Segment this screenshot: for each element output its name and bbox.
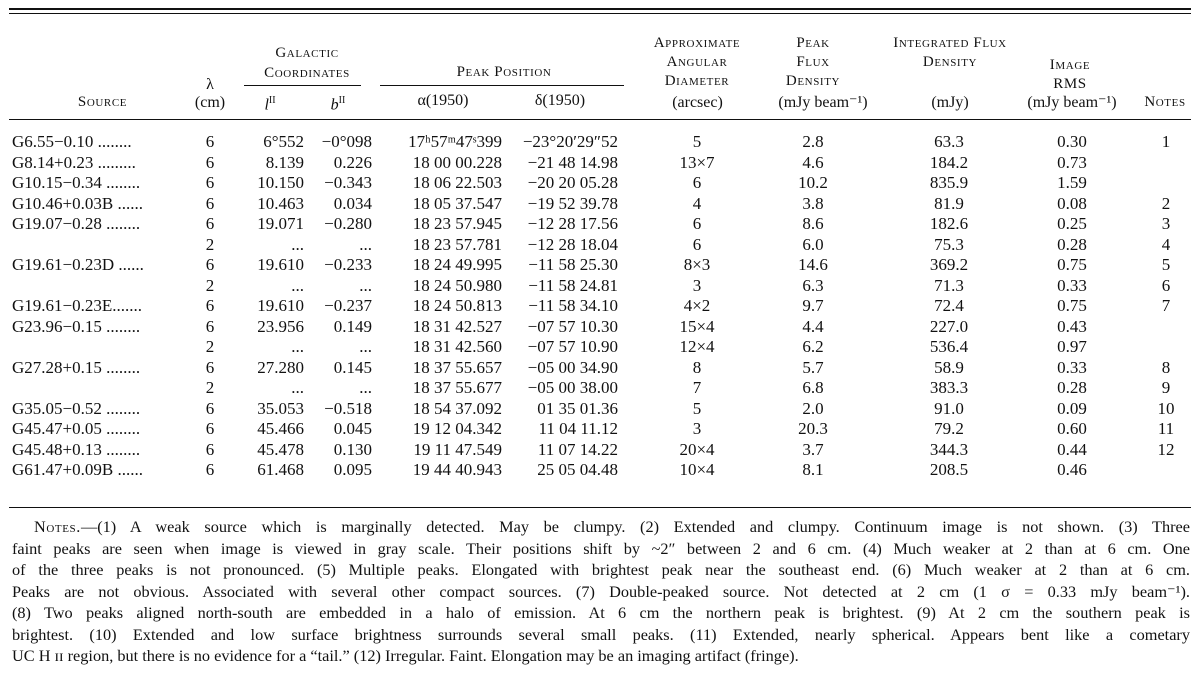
- cell-integrated-flux: 835.9: [929, 173, 969, 192]
- cell-source: G8.14+0.23 .........: [12, 152, 136, 172]
- header-b-text: b: [330, 96, 339, 114]
- cell-alpha: 19 12 04.342: [412, 419, 502, 438]
- cell-diameter: 7: [692, 378, 702, 397]
- cell-source: G19.07−0.28 ........: [12, 214, 141, 233]
- cell-lambda: 6: [205, 214, 215, 233]
- notes-text: brightest. (10) Extended and low surface brightness surrounds several small peaks. (11) Extended, nearly spherical. Appears bent like a cometary: [12, 624, 1190, 644]
- notes-text: faint peaks are seen when image is viewed in gray scale. Their positions shift by ~2″ between 2 and 6 cm. (4) Much weaker at 2 than at 6 cm. One: [12, 538, 1190, 558]
- cell-lambda: 6: [205, 398, 215, 418]
- header-integrated-flux: Integrated Flux Density: [893, 35, 1007, 70]
- cell-l: ...: [291, 378, 304, 397]
- cell-delta: −07 57 10.30: [527, 316, 618, 336]
- cell-note: 6: [1161, 275, 1171, 295]
- cell-diameter: 10×4: [679, 460, 715, 479]
- cell-l: 8.139: [265, 152, 304, 172]
- cell-peak-flux: 6.3: [802, 275, 824, 295]
- cell-b: 0.045: [333, 419, 372, 438]
- cell-integrated-flux: 81.9: [934, 193, 964, 213]
- cell-integrated-flux: 63.3: [934, 132, 964, 151]
- cell-peak-flux: 10.2: [798, 173, 828, 192]
- cell-lambda: 2: [205, 275, 215, 295]
- cell-source: G61.47+0.09B ......: [12, 460, 143, 479]
- cell-note: 11: [1157, 419, 1175, 438]
- cell-source: G45.48+0.13 ........: [12, 439, 141, 459]
- notes-text: —(1) A weak source which is marginally detected. May be clumpy. (2) Extended and clumpy. Continuum image is not shown. (3) Three: [80, 517, 1190, 536]
- cell-rms: 0.75: [1057, 255, 1087, 274]
- notes-line: [12, 602, 1190, 624]
- cell-lambda: 6: [205, 173, 215, 192]
- cell-diameter: 6: [692, 214, 702, 233]
- cell-peak-flux: 8.6: [802, 214, 824, 233]
- table-top-rule: [9, 8, 1191, 10]
- cell-note: 9: [1161, 378, 1171, 397]
- cell-source: G10.15−0.34 ........: [12, 173, 141, 192]
- cell-integrated-flux: 208.5: [929, 460, 969, 479]
- cell-rms: 0.97: [1057, 337, 1087, 356]
- cell-note: 3: [1161, 214, 1171, 233]
- cell-diameter: 4×2: [683, 296, 711, 315]
- header-diameter-unit: (arcsec): [672, 94, 723, 111]
- cell-b: ...: [359, 378, 372, 397]
- header-notes: Notes: [1144, 94, 1186, 110]
- cell-b: −0.233: [324, 255, 372, 274]
- cell-integrated-flux: 75.3: [934, 234, 964, 254]
- notes-line: [12, 516, 1190, 538]
- cell-delta: −12 28 17.56: [527, 214, 618, 233]
- header-l: [248, 92, 292, 113]
- cell-l: ...: [291, 234, 304, 254]
- cell-b: −0.280: [324, 214, 372, 233]
- cell-l: 35.053: [257, 398, 304, 418]
- cell-diameter: 6: [692, 173, 702, 192]
- cell-alpha: 18 05 37.547: [412, 193, 502, 213]
- notes-line: [12, 645, 1190, 667]
- cell-lambda: 6: [205, 419, 215, 438]
- cell-delta: −19 52 39.78: [527, 193, 618, 213]
- cell-integrated-flux: 383.3: [929, 378, 969, 397]
- cell-note: 8: [1161, 357, 1171, 377]
- cell-peak-flux: 6.2: [802, 337, 824, 356]
- table-notes: [12, 516, 1190, 667]
- header-b: [316, 92, 360, 113]
- cell-alpha: 18 23 57.781: [412, 234, 502, 254]
- cell-alpha: 18 24 49.995: [412, 255, 502, 274]
- cell-l: ...: [291, 275, 304, 295]
- cell-b: 0.145: [333, 357, 372, 377]
- header-peak-flux-unit: (mJy beam⁻¹): [778, 94, 868, 111]
- cell-delta: −05 00 38.00: [527, 378, 618, 397]
- table-header-rule: [9, 119, 1191, 120]
- cell-peak-flux: 20.3: [798, 419, 828, 438]
- cell-diameter: 8×3: [683, 255, 711, 274]
- cell-diameter: 3: [692, 419, 702, 438]
- cell-delta: −05 00 34.90: [527, 357, 618, 377]
- notes-line: [12, 559, 1190, 581]
- cell-rms: 0.28: [1057, 378, 1087, 397]
- cell-note: 5: [1161, 255, 1171, 274]
- notes-line: [12, 624, 1190, 646]
- cell-integrated-flux: 58.9: [934, 357, 964, 377]
- cell-lambda: 2: [205, 234, 215, 254]
- header-b-sup: II: [338, 95, 346, 106]
- cell-lambda: 6: [205, 132, 215, 151]
- cell-note: 12: [1157, 439, 1175, 459]
- cell-rms: 0.33: [1057, 357, 1087, 377]
- header-integrated-flux-unit: (mJy): [931, 94, 969, 111]
- cell-rms: 0.09: [1057, 398, 1087, 418]
- cell-lambda: 6: [205, 193, 215, 213]
- cell-note: 1: [1161, 132, 1171, 151]
- header-image-rms: Image RMS: [1049, 57, 1091, 92]
- cell-integrated-flux: 184.2: [929, 152, 969, 172]
- cell-rms: 0.08: [1057, 193, 1087, 213]
- cell-l: 10.150: [257, 173, 304, 192]
- cell-alpha: 18 31 42.527: [412, 316, 502, 336]
- cell-l: 23.956: [257, 316, 304, 336]
- cell-alpha: 19 11 47.549: [413, 439, 502, 459]
- cell-diameter: 4: [692, 193, 702, 213]
- cell-delta: −11 58 24.81: [528, 275, 618, 295]
- cell-note: 4: [1161, 234, 1171, 254]
- cell-rms: 1.59: [1057, 173, 1087, 192]
- notes-line: [12, 538, 1190, 560]
- header-l-sup: II: [268, 95, 276, 106]
- cell-l: 10.463: [257, 193, 304, 213]
- cell-rms: 0.43: [1057, 316, 1087, 336]
- header-peak-position: Peak Position: [456, 64, 552, 80]
- cell-peak-flux: 3.7: [802, 439, 824, 459]
- cell-peak-flux: 8.1: [802, 460, 824, 479]
- cell-diameter: 5: [692, 132, 702, 151]
- cell-alpha: 18 37 55.677: [412, 378, 502, 397]
- cell-alpha: 18 23 57.945: [412, 214, 502, 233]
- header-delta: δ(1950): [534, 92, 586, 109]
- cell-peak-flux: 4.4: [802, 316, 824, 336]
- header-alpha: α(1950): [417, 92, 469, 109]
- cell-diameter: 3: [692, 275, 702, 295]
- cell-integrated-flux: 182.6: [929, 214, 969, 233]
- cell-b: ...: [359, 234, 372, 254]
- cell-diameter: 5: [692, 398, 702, 418]
- cell-integrated-flux: 227.0: [929, 316, 969, 336]
- cell-lambda: 6: [205, 255, 215, 274]
- header-galactic-coordinates: Galactic Coordinates: [264, 45, 350, 81]
- header-source: Source: [77, 94, 128, 110]
- notes-text: Peaks are not obvious. Associated with several other compact sources. (7) Double-peaked source. Not detected at 2 cm (1 σ = 0.33 mJy beam⁻¹).: [12, 581, 1190, 601]
- cell-peak-flux: 14.6: [798, 255, 828, 274]
- cell-alpha: 19 44 40.943: [412, 460, 502, 479]
- cell-delta: 25 05 04.48: [537, 460, 618, 479]
- cell-rms: 0.30: [1057, 132, 1087, 151]
- cell-integrated-flux: 71.3: [934, 275, 964, 295]
- header-peak-flux: Peak Flux Density: [785, 35, 841, 89]
- cell-delta: 11 04 11.12: [538, 419, 618, 438]
- table-bottom-rule: [9, 507, 1191, 508]
- cell-l: 19.610: [257, 255, 304, 274]
- cell-integrated-flux: 79.2: [934, 419, 964, 438]
- cell-delta: −11 58 25.30: [528, 255, 618, 274]
- cell-integrated-flux: 344.3: [929, 439, 969, 459]
- table-top-rule-thin: [9, 13, 1191, 14]
- header-image-rms-unit: (mJy beam⁻¹): [1027, 94, 1117, 111]
- cell-lambda: 6: [205, 316, 215, 336]
- cell-alpha: 18 31 42.560: [412, 337, 502, 356]
- cell-l: 45.478: [257, 439, 304, 459]
- cell-delta: −21 48 14.98: [527, 152, 618, 172]
- cell-diameter: 15×4: [679, 316, 715, 336]
- cell-b: −0.343: [324, 173, 372, 192]
- notes-text: (8) Two peaks aligned north-south are embedded in a halo of emission. At 6 cm the northern peak is brightest. (9) At 2 cm the southern peak is: [12, 603, 1190, 622]
- cell-note: 10: [1157, 398, 1175, 418]
- peak-position-subrule: [380, 85, 624, 86]
- cell-lambda: 6: [205, 296, 215, 315]
- cell-b: 0.130: [333, 439, 372, 459]
- cell-alpha: 18 24 50.813: [412, 296, 502, 315]
- cell-b: −0°098: [321, 132, 372, 151]
- cell-note: 2: [1161, 193, 1171, 213]
- cell-diameter: 8: [692, 357, 702, 377]
- cell-b: −0.518: [324, 398, 372, 418]
- cell-alpha: 18 06 22.503: [412, 173, 502, 192]
- cell-alpha: 18 37 55.657: [412, 357, 502, 377]
- cell-l: 45.466: [257, 419, 304, 438]
- cell-l: 19.610: [257, 296, 304, 315]
- cell-lambda: 6: [205, 357, 215, 377]
- cell-source: G45.47+0.05 ........: [12, 419, 141, 438]
- galactic-subrule: [244, 85, 361, 86]
- cell-alpha: 18 24 50.980: [412, 275, 502, 295]
- cell-diameter: 13×7: [679, 152, 715, 172]
- cell-l: 27.280: [257, 357, 304, 377]
- cell-diameter: 20×4: [679, 439, 715, 459]
- cell-rms: 0.73: [1057, 152, 1087, 172]
- header-l-text: l: [264, 96, 269, 114]
- cell-diameter: 6: [692, 234, 702, 254]
- cell-lambda: 2: [205, 378, 215, 397]
- notes-label: Notes.: [34, 517, 81, 536]
- cell-delta: −07 57 10.90: [527, 337, 618, 356]
- cell-delta: −23°20′29″52: [522, 132, 618, 151]
- cell-peak-flux: 2.8: [802, 132, 824, 151]
- cell-lambda: 2: [205, 337, 215, 356]
- cell-rms: 0.33: [1057, 275, 1087, 295]
- notes-text: of the three peaks is not pronounced. (5) Multiple peaks. Elongated with brightest peak near the southeast end. (6) Much weaker at 2 than at 6 cm.: [12, 560, 1190, 579]
- cell-delta: 11 07 14.22: [537, 439, 618, 459]
- cell-b: −0.237: [324, 296, 372, 315]
- cell-integrated-flux: 72.4: [934, 296, 964, 315]
- cell-b: ...: [359, 275, 372, 295]
- header-lambda: λ: [206, 76, 214, 93]
- cell-peak-flux: 5.7: [802, 357, 824, 377]
- cell-rms: 0.28: [1057, 234, 1087, 254]
- cell-peak-flux: 9.7: [802, 296, 824, 315]
- cell-rms: 0.44: [1057, 439, 1087, 459]
- cell-source: G27.28+0.15 ........: [12, 357, 141, 377]
- cell-lambda: 6: [205, 439, 215, 459]
- cell-l: 6°552: [263, 132, 304, 151]
- cell-source: G10.46+0.03B ......: [12, 193, 143, 213]
- cell-alpha: 17ʰ57ᵐ47ˢ399: [408, 132, 502, 151]
- cell-b: ...: [359, 337, 372, 356]
- cell-b: 0.095: [333, 460, 372, 479]
- cell-delta: −11 58 34.10: [528, 296, 618, 315]
- cell-b: 0.226: [333, 152, 372, 172]
- cell-delta: −20 20 05.28: [527, 173, 618, 192]
- cell-rms: 0.60: [1057, 419, 1087, 438]
- cell-peak-flux: 6.8: [802, 378, 824, 397]
- cell-source: G19.61−0.23E.......: [12, 296, 142, 315]
- cell-rms: 0.25: [1057, 214, 1087, 233]
- cell-note: 7: [1161, 296, 1171, 315]
- cell-source: G35.05−0.52 ........: [12, 398, 141, 418]
- cell-b: 0.149: [333, 316, 372, 336]
- cell-integrated-flux: 369.2: [929, 255, 969, 274]
- cell-source: G19.61−0.23D ......: [12, 255, 144, 274]
- cell-alpha: 18 00 00.228: [412, 152, 502, 172]
- cell-lambda: 6: [205, 460, 215, 479]
- cell-l: 19.071: [257, 214, 304, 233]
- cell-b: 0.034: [333, 193, 372, 213]
- cell-source: G23.96−0.15 ........: [12, 316, 141, 336]
- cell-alpha: 18 54 37.092: [412, 398, 502, 418]
- cell-l: ...: [291, 337, 304, 356]
- cell-peak-flux: 2.0: [802, 398, 824, 418]
- cell-rms: 0.75: [1057, 296, 1087, 315]
- cell-peak-flux: 4.6: [802, 152, 824, 172]
- notes-text: UC H ɪɪ region, but there is no evidence for a “tail.” (12) Irregular. Faint. Elongation may be an imaging artifact (fringe).: [12, 646, 799, 665]
- cell-peak-flux: 3.8: [802, 193, 824, 213]
- cell-rms: 0.46: [1057, 460, 1087, 479]
- header-diameter: Approximate Angular Diameter: [653, 35, 741, 89]
- cell-peak-flux: 6.0: [802, 234, 824, 254]
- cell-delta: −12 28 18.04: [527, 234, 618, 254]
- cell-lambda: 6: [205, 152, 215, 172]
- cell-source: G6.55−0.10 ........: [12, 132, 132, 151]
- cell-integrated-flux: 536.4: [929, 337, 969, 356]
- cell-integrated-flux: 91.0: [934, 398, 964, 418]
- cell-delta: 01 35 01.36: [537, 398, 618, 418]
- cell-l: 61.468: [257, 460, 304, 479]
- notes-line: [12, 581, 1190, 603]
- header-lambda-unit: (cm): [194, 94, 226, 111]
- cell-diameter: 12×4: [679, 337, 715, 356]
